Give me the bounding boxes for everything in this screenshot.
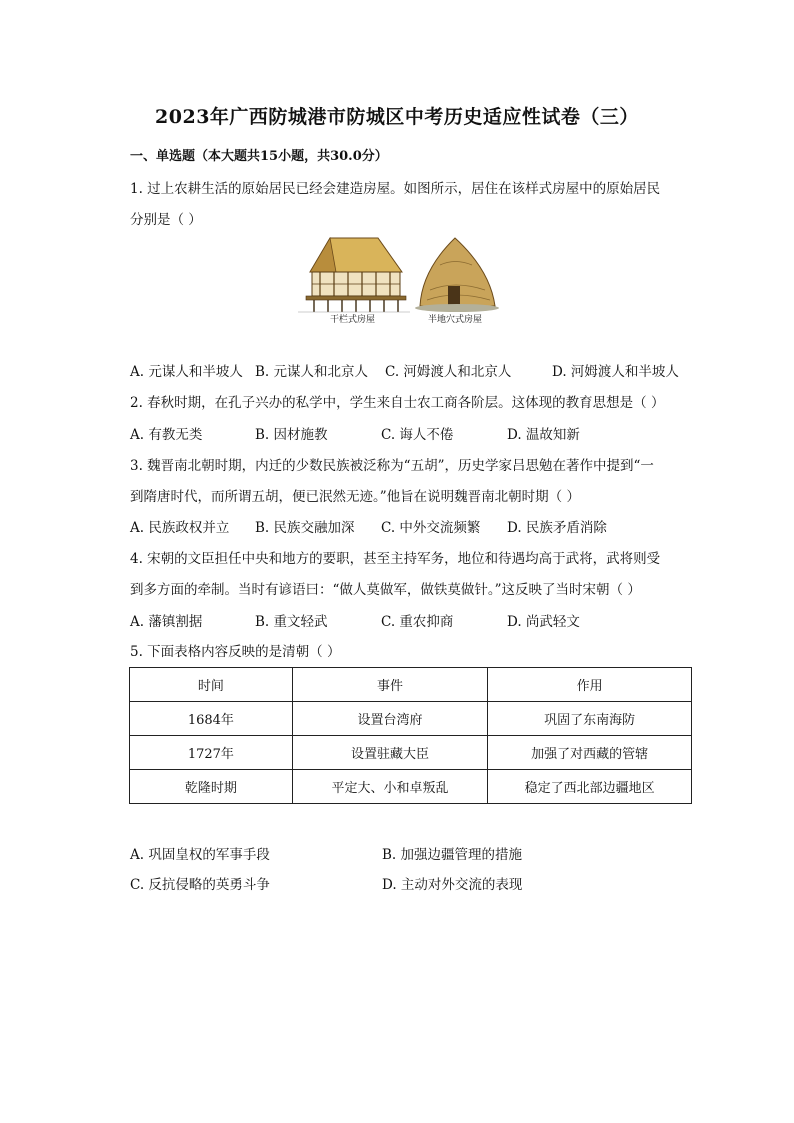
q2-stem-line1: 2. 春秋时期，在孔子兴办的私学中，学生来自士农工商各阶层。这体现的教育思想是（ ） bbox=[130, 395, 665, 411]
q4-option-a[interactable]: A. 藩镇割据 bbox=[130, 614, 203, 630]
section-heading: 一、单选题（本大题共15小题，共30.0分） bbox=[130, 149, 388, 164]
table-header: 事件 bbox=[292, 668, 488, 702]
figure-caption-left: 干栏式房屋 bbox=[330, 315, 376, 325]
table-row bbox=[130, 770, 692, 804]
q5-option-b[interactable]: B. 加强边疆管理的措施 bbox=[382, 847, 523, 863]
q5-option-c[interactable]: C. 反抗侵略的英勇斗争 bbox=[130, 877, 270, 893]
table-cell: 稳定了西北部边疆地区 bbox=[488, 770, 692, 804]
q3-option-c[interactable]: C. 中外交流频繁 bbox=[381, 520, 481, 536]
q3-option-b[interactable]: B. 民族交融加深 bbox=[255, 520, 355, 536]
q5-stem-line1: 5. 下面表格内容反映的是清朝（ ） bbox=[130, 644, 341, 660]
table-cell: 平定大、小和卓叛乱 bbox=[292, 770, 488, 804]
table-header: 时间 bbox=[130, 668, 293, 702]
qing-events-table bbox=[129, 667, 692, 804]
q1-option-a[interactable]: A. 元谋人和半坡人 bbox=[130, 364, 243, 380]
q2-option-c[interactable]: C. 诲人不倦 bbox=[381, 427, 454, 443]
q2-option-d[interactable]: D. 温故知新 bbox=[507, 427, 580, 443]
pit-house-image bbox=[415, 238, 499, 312]
table-header-row bbox=[130, 668, 692, 702]
q1-option-c[interactable]: C. 河姆渡人和北京人 bbox=[385, 364, 512, 380]
q3-stem-line1: 3. 魏晋南北朝时期，内迁的少数民族被泛称为“五胡”，历史学家吕思勉在著作中提到“一 bbox=[130, 458, 654, 474]
figure-caption-right: 半地穴式房屋 bbox=[428, 315, 483, 325]
q5-option-d[interactable]: D. 主动对外交流的表现 bbox=[382, 877, 523, 893]
q4-option-b[interactable]: B. 重文轻武 bbox=[255, 614, 328, 630]
q1-stem-line2: 分别是（ ） bbox=[130, 212, 202, 228]
q2-option-a[interactable]: A. 有教无类 bbox=[130, 427, 203, 443]
table-row bbox=[130, 736, 692, 770]
q3-option-d[interactable]: D. 民族矛盾消除 bbox=[507, 520, 607, 536]
q4-option-d[interactable]: D. 尚武轻文 bbox=[507, 614, 580, 630]
table-cell: 设置台湾府 bbox=[292, 702, 488, 736]
q2-option-b[interactable]: B. 因材施教 bbox=[255, 427, 328, 443]
table-cell: 1727年 bbox=[130, 736, 293, 770]
q3-option-a[interactable]: A. 民族政权并立 bbox=[130, 520, 230, 536]
q1-option-b[interactable]: B. 元谋人和北京人 bbox=[255, 364, 369, 380]
table-header: 作用 bbox=[488, 668, 692, 702]
table-row bbox=[130, 702, 692, 736]
table-cell: 巩固了东南海防 bbox=[488, 702, 692, 736]
table-cell: 设置驻藏大臣 bbox=[292, 736, 488, 770]
table-cell: 加强了对西藏的管辖 bbox=[488, 736, 692, 770]
table-cell: 乾隆时期 bbox=[130, 770, 293, 804]
q1-stem-line1: 1. 过上农耕生活的原始居民已经会建造房屋。如图所示，居住在该样式房屋中的原始居民 bbox=[130, 181, 661, 197]
q4-option-c[interactable]: C. 重农抑商 bbox=[381, 614, 454, 630]
table-cell: 1684年 bbox=[130, 702, 293, 736]
q4-stem-line1: 4. 宋朝的文臣担任中央和地方的要职，甚至主持军务，地位和待遇均高于武将，武将则受 bbox=[130, 551, 661, 567]
q3-stem-line2: 到隋唐时代，而所谓五胡，便已泯然无迹。”他旨在说明魏晋南北朝时期（ ） bbox=[130, 489, 580, 505]
q5-option-a[interactable]: A. 巩固皇权的军事手段 bbox=[130, 847, 270, 863]
stilt-house-image bbox=[298, 238, 410, 312]
exam-title: 2023年广西防城港市防城区中考历史适应性试卷（三） bbox=[155, 106, 639, 128]
q1-option-d[interactable]: D. 河姆渡人和半坡人 bbox=[552, 364, 679, 380]
q4-stem-line2: 到多方面的牵制。当时有谚语曰：“做人莫做军，做铁莫做针。”这反映了当时宋朝（ ） bbox=[130, 582, 641, 598]
